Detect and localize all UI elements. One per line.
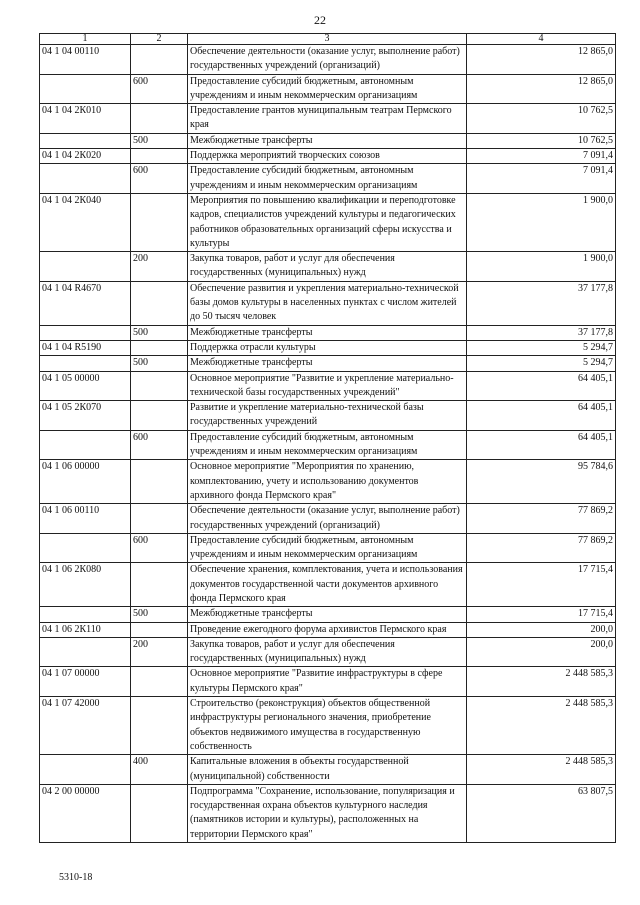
- code-cell: 04 2 00 00000: [40, 784, 131, 842]
- expense-type-cell: 200: [131, 637, 188, 667]
- expense-type-cell: [131, 104, 188, 134]
- table-row: [40, 533, 616, 563]
- table-row: [40, 281, 616, 325]
- amount-cell: 5 294,7: [467, 340, 616, 355]
- table-row: [40, 133, 616, 148]
- table-row: [40, 45, 616, 75]
- expense-type-cell: 600: [131, 430, 188, 460]
- amount-cell: 2 448 585,3: [467, 755, 616, 785]
- description-cell: Обеспечение хранения, комплектования, учета и использования документов государственной части документов архивного фонда Пермского края: [188, 563, 467, 607]
- amount-cell: 10 762,5: [467, 133, 616, 148]
- header-cell: 4: [467, 34, 616, 45]
- expense-type-cell: 500: [131, 325, 188, 340]
- expense-type-cell: [131, 504, 188, 534]
- code-cell: 04 1 07 42000: [40, 697, 131, 755]
- amount-cell: 7 091,4: [467, 149, 616, 164]
- description-cell: Межбюджетные трансферты: [188, 133, 467, 148]
- table-row: [40, 371, 616, 401]
- description-cell: Обеспечение развития и укрепления материально-технической базы домов культуры в населенных пунктах с числом жителей до 50 тысяч человек: [188, 281, 467, 325]
- table-row: [40, 622, 616, 637]
- code-cell: 04 1 06 2К110: [40, 622, 131, 637]
- code-cell: [40, 252, 131, 282]
- description-cell: Предоставление субсидий бюджетным, автономным учреждениям и иным некоммерческим организациям: [188, 430, 467, 460]
- expense-type-cell: 600: [131, 74, 188, 104]
- table-row: [40, 430, 616, 460]
- description-cell: Предоставление субсидий бюджетным, автономным учреждениям и иным некоммерческим организациям: [188, 164, 467, 194]
- code-cell: 04 1 04 R4670: [40, 281, 131, 325]
- description-cell: Поддержка отрасли культуры: [188, 340, 467, 355]
- expense-type-cell: [131, 622, 188, 637]
- code-cell: 04 1 06 00110: [40, 504, 131, 534]
- expense-type-cell: [131, 667, 188, 697]
- amount-cell: 2 448 585,3: [467, 697, 616, 755]
- description-cell: Строительство (реконструкция) объектов общественной инфраструктуры регионального значения, приобретение объектов недвижимого имущества в государственную собственность: [188, 697, 467, 755]
- table-row: [40, 252, 616, 282]
- code-cell: [40, 430, 131, 460]
- expense-type-cell: [131, 460, 188, 504]
- code-cell: 04 1 04 2К020: [40, 149, 131, 164]
- code-cell: [40, 637, 131, 667]
- table-row: [40, 149, 616, 164]
- code-cell: [40, 356, 131, 371]
- expense-type-cell: [131, 45, 188, 75]
- description-cell: Предоставление субсидий бюджетным, автономным учреждениям и иным некоммерческим организациям: [188, 74, 467, 104]
- expense-type-cell: 400: [131, 755, 188, 785]
- code-cell: [40, 164, 131, 194]
- amount-cell: 17 715,4: [467, 607, 616, 622]
- amount-cell: 1 900,0: [467, 252, 616, 282]
- expense-type-cell: 500: [131, 133, 188, 148]
- description-cell: Развитие и укрепление материально-технической базы государственных учреждений: [188, 401, 467, 431]
- budget-table: [39, 33, 616, 843]
- expense-type-cell: [131, 149, 188, 164]
- table-row: [40, 697, 616, 755]
- amount-cell: 5 294,7: [467, 356, 616, 371]
- description-cell: Межбюджетные трансферты: [188, 607, 467, 622]
- expense-type-cell: [131, 697, 188, 755]
- description-cell: Поддержка мероприятий творческих союзов: [188, 149, 467, 164]
- table-row: [40, 164, 616, 194]
- expense-type-cell: [131, 371, 188, 401]
- table-row: [40, 193, 616, 251]
- expense-type-cell: 600: [131, 164, 188, 194]
- code-cell: 04 1 04 R5190: [40, 340, 131, 355]
- amount-cell: 200,0: [467, 622, 616, 637]
- amount-cell: 77 869,2: [467, 533, 616, 563]
- description-cell: Обеспечение деятельности (оказание услуг, выполнение работ) государственных учреждений (организаций): [188, 504, 467, 534]
- table-row: [40, 356, 616, 371]
- table-row: [40, 784, 616, 842]
- amount-cell: 7 091,4: [467, 164, 616, 194]
- expense-type-cell: 200: [131, 252, 188, 282]
- table-row: [40, 667, 616, 697]
- description-cell: Мероприятия по повышению квалификации и переподготовке кадров, специалистов учреждений культуры и педагогических работников образовательных организаций сферы искусства и культуры: [188, 193, 467, 251]
- description-cell: Основное мероприятие "Развитие и укрепление материально-технической базы государственных учреждений": [188, 371, 467, 401]
- description-cell: Обеспечение деятельности (оказание услуг, выполнение работ) государственных учреждений (организаций): [188, 45, 467, 75]
- expense-type-cell: 600: [131, 533, 188, 563]
- table-row: [40, 607, 616, 622]
- expense-type-cell: [131, 784, 188, 842]
- amount-cell: 17 715,4: [467, 563, 616, 607]
- table-row: [40, 460, 616, 504]
- table-row: [40, 401, 616, 431]
- header-cell: 1: [40, 34, 131, 45]
- description-cell: Предоставление субсидий бюджетным, автономным учреждениям и иным некоммерческим организациям: [188, 533, 467, 563]
- page-number: 22: [314, 13, 326, 27]
- code-cell: 04 1 04 2К010: [40, 104, 131, 134]
- description-cell: Межбюджетные трансферты: [188, 356, 467, 371]
- amount-cell: 64 405,1: [467, 371, 616, 401]
- code-cell: 04 1 04 00110: [40, 45, 131, 75]
- amount-cell: 1 900,0: [467, 193, 616, 251]
- table-row: [40, 104, 616, 134]
- expense-type-cell: [131, 281, 188, 325]
- code-cell: [40, 133, 131, 148]
- expense-type-cell: [131, 401, 188, 431]
- amount-cell: 12 865,0: [467, 74, 616, 104]
- amount-cell: 37 177,8: [467, 281, 616, 325]
- description-cell: Капитальные вложения в объекты государственной (муниципальной) собственности: [188, 755, 467, 785]
- description-cell: Проведение ежегодного форума архивистов Пермского края: [188, 622, 467, 637]
- code-cell: 04 1 06 00000: [40, 460, 131, 504]
- table-row: [40, 325, 616, 340]
- amount-cell: 64 405,1: [467, 401, 616, 431]
- code-cell: 04 1 05 00000: [40, 371, 131, 401]
- description-cell: Закупка товаров, работ и услуг для обеспечения государственных (муниципальных) нужд: [188, 252, 467, 282]
- description-cell: Предоставление грантов муниципальным театрам Пермского края: [188, 104, 467, 134]
- amount-cell: 64 405,1: [467, 430, 616, 460]
- expense-type-cell: [131, 193, 188, 251]
- code-cell: [40, 325, 131, 340]
- document-code: 5310-18: [59, 872, 93, 883]
- table-header-row: [40, 34, 616, 45]
- header-cell: 2: [131, 34, 188, 45]
- amount-cell: 95 784,6: [467, 460, 616, 504]
- amount-cell: 10 762,5: [467, 104, 616, 134]
- expense-type-cell: [131, 563, 188, 607]
- description-cell: Основное мероприятие "Развитие инфраструктуры в сфере культуры Пермского края": [188, 667, 467, 697]
- description-cell: Подпрограмма "Сохранение, использование, популяризация и государственная охрана объектов культурного наследия (памятников истории и культуры), расположенных на территории Пермского края": [188, 784, 467, 842]
- code-cell: 04 1 05 2К070: [40, 401, 131, 431]
- expense-type-cell: [131, 340, 188, 355]
- description-cell: Закупка товаров, работ и услуг для обеспечения государственных (муниципальных) нужд: [188, 637, 467, 667]
- code-cell: [40, 74, 131, 104]
- description-cell: Основное мероприятие "Мероприятия по хранению, комплектованию, учету и использованию документов архивного фонда Пермского края": [188, 460, 467, 504]
- description-cell: Межбюджетные трансферты: [188, 325, 467, 340]
- amount-cell: 2 448 585,3: [467, 667, 616, 697]
- table-row: [40, 504, 616, 534]
- code-cell: 04 1 06 2К080: [40, 563, 131, 607]
- table-row: [40, 74, 616, 104]
- table-row: [40, 755, 616, 785]
- expense-type-cell: 500: [131, 607, 188, 622]
- amount-cell: 63 807,5: [467, 784, 616, 842]
- amount-cell: 12 865,0: [467, 45, 616, 75]
- table-row: [40, 563, 616, 607]
- amount-cell: 77 869,2: [467, 504, 616, 534]
- code-cell: 04 1 04 2К040: [40, 193, 131, 251]
- code-cell: [40, 533, 131, 563]
- expense-type-cell: 500: [131, 356, 188, 371]
- amount-cell: 37 177,8: [467, 325, 616, 340]
- header-cell: 3: [188, 34, 467, 45]
- code-cell: [40, 607, 131, 622]
- code-cell: [40, 755, 131, 785]
- code-cell: 04 1 07 00000: [40, 667, 131, 697]
- table-row: [40, 637, 616, 667]
- amount-cell: 200,0: [467, 637, 616, 667]
- table-row: [40, 340, 616, 355]
